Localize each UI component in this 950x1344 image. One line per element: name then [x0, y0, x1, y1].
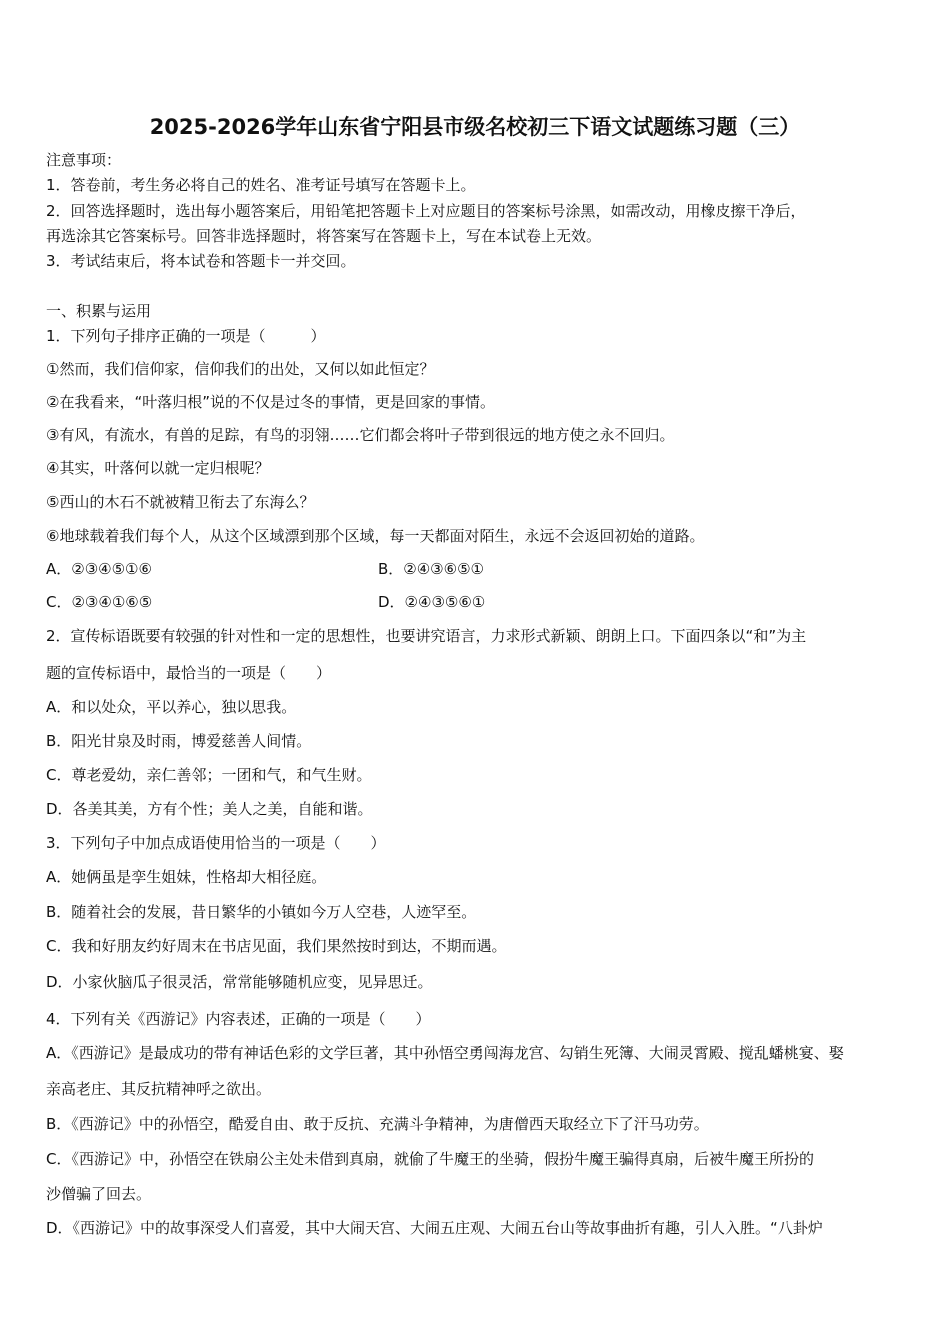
question-2-stem: 题的宣传标语中，最恰当的一项是（ ）: [46, 664, 332, 682]
q1-option-c: C．②③④①⑥⑤: [46, 593, 153, 611]
q1-sentence: ①然而，我们信仰家，信仰我们的出处，又何以如此恒定？: [46, 360, 435, 378]
q4-option-a: A．《西游记》是最成功的带有神话色彩的文学巨著，其中孙悟空勇闯海龙宫、勾销生死簿、大闹灵霄殿、搅乱蟠桃宴、娶: [46, 1044, 844, 1062]
q3-option-c: C．我和好朋友约好周末在书店见面，我们果然按时到达，不期而遇。: [46, 937, 507, 955]
q1-option-d: D．②④③⑤⑥①: [378, 593, 486, 611]
page-title: 2025-2026学年山东省宁阳县市级名校初三下语文试题练习题（三）: [149, 115, 801, 139]
q3-option-b: B．随着社会的发展，昔日繁华的小镇如今万人空巷，人迹罕至。: [46, 903, 477, 921]
q1-sentence: ④其实，叶落何以就一定归根呢？: [46, 459, 270, 477]
question-1-stem: 1．下列句子排序正确的一项是（ ）: [46, 327, 326, 345]
q1-sentence: ②在我看来，“叶落归根”说的不仅是过冬的事情，更是回家的事情。: [46, 393, 495, 411]
q2-option-b: B．阳光甘泉及时雨，博爱慈善人间情。: [46, 732, 312, 750]
q4-option-b: B．《西游记》中的孙悟空，酷爱自由、敢于反抗、充满斗争精神，为唐僧西天取经立下了汗马功劳。: [46, 1115, 709, 1133]
q3-option-d: D．小家伙脑瓜子很灵活，常常能够随机应变，见异思迁。: [46, 973, 433, 991]
section-heading: 一、积累与运用: [46, 302, 152, 320]
q4-option-c: C．《西游记》中，孙悟空在铁扇公主处未借到真扇，就偷了牛魔王的坐骑，假扮牛魔王骗得真扇，后被牛魔王所扮的: [46, 1150, 814, 1168]
q2-option-c: C．尊老爱幼，亲仁善邻；一团和气，和气生财。: [46, 766, 372, 784]
q1-sentence: ③有风，有流水，有兽的足踪，有鸟的羽翎……它们都会将叶子带到很远的地方使之永不回归。: [46, 426, 675, 444]
notice-item: 3．考试结束后，将本试卷和答题卡一并交回。: [46, 252, 356, 270]
q1-sentence: ⑥地球载着我们每个人，从这个区域漂到那个区域，每一天都面对陌生，永远不会返回初始的道路。: [46, 527, 705, 545]
q4-option-a-cont: 亲高老庄、其反抗精神呼之欲出。: [46, 1080, 272, 1098]
q4-option-c-cont: 沙僧骗了回去。: [46, 1185, 152, 1203]
q3-option-a: A．她俩虽是孪生姐妹，性格却大相径庭。: [46, 868, 327, 886]
question-3-stem: 3．下列句子中加点成语使用恰当的一项是（ ）: [46, 834, 386, 852]
question-2-stem: 2．宣传标语既要有较强的针对性和一定的思想性，也要讲究语言，力求形式新颖、朗朗上口。下面四条以“和”为主: [46, 627, 807, 645]
notice-item: 1．答卷前，考生务必将自己的姓名、准考证号填写在答题卡上。: [46, 176, 476, 194]
q2-option-d: D．各美其美，方有个性；美人之美，自能和谐。: [46, 800, 373, 818]
q1-option-b: B．②④③⑥⑤①: [378, 560, 484, 578]
q2-option-a: A．和以处众，平以养心，独以思我。: [46, 698, 297, 716]
question-4-stem: 4．下列有关《西游记》内容表述，正确的一项是（ ）: [46, 1010, 431, 1028]
q4-option-d: D．《西游记》中的故事深受人们喜爱，其中大闹天宫、大闹五庄观、大闹五台山等故事曲折有趣，引人入胜。“八卦炉: [46, 1219, 823, 1237]
notice-item: 再选涂其它答案标号。回答非选择题时，将答案写在答题卡上，写在本试卷上无效。: [46, 227, 602, 245]
q1-option-a: A．②③④⑤①⑥: [46, 560, 152, 578]
notice-heading: 注意事项：: [46, 151, 122, 169]
q1-sentence: ⑤西山的木石不就被精卫衔去了东海么？: [46, 493, 315, 511]
notice-item: 2．回答选择题时，选出每小题答案后，用铅笔把答题卡上对应题目的答案标号涂黑，如需改动，用橡皮擦干净后，: [46, 202, 806, 220]
